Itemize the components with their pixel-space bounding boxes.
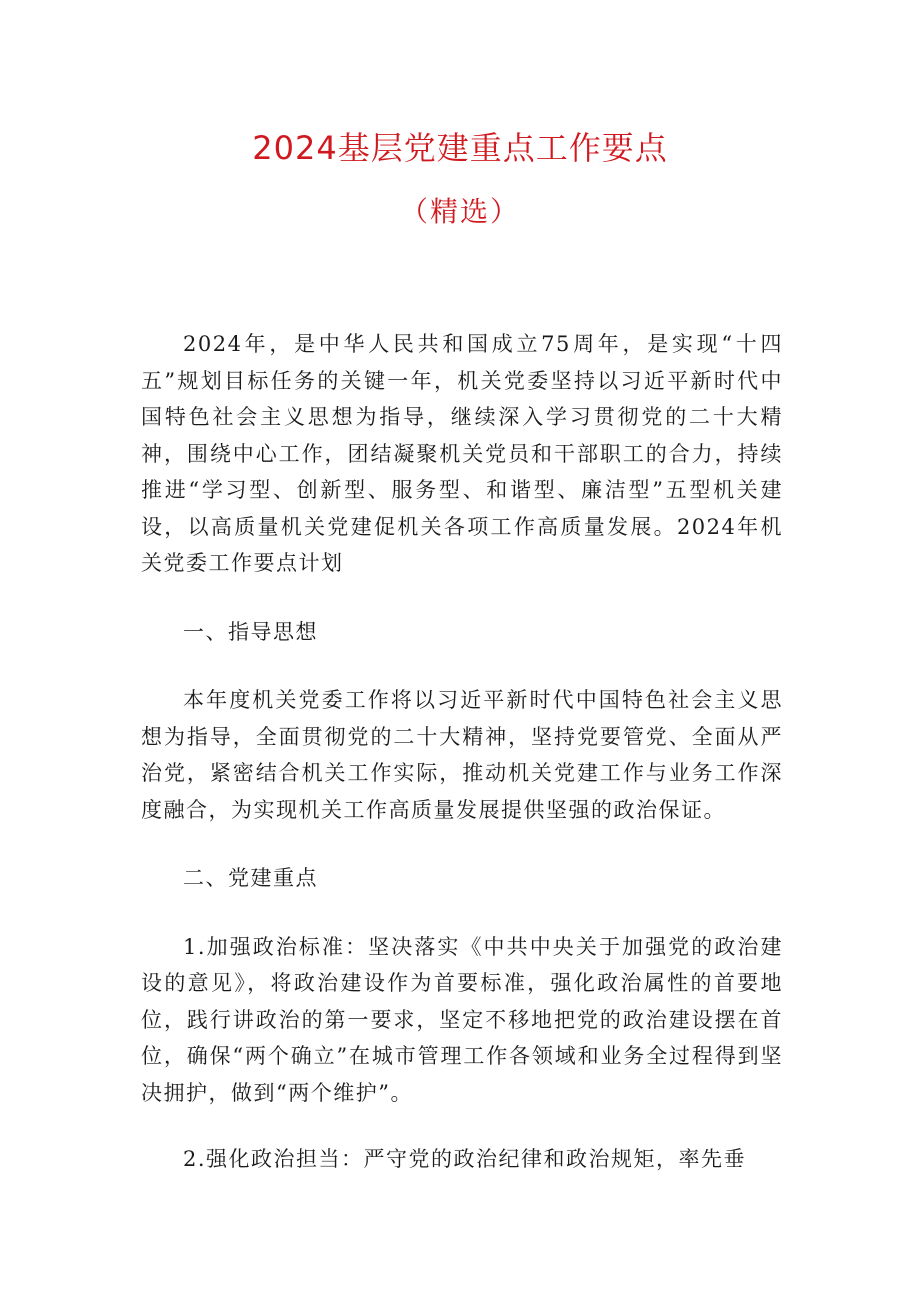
document-title: 2024基层党建重点工作要点 [252, 129, 668, 167]
focus-item-1-paragraph: 1.加强政治标准：坚决落实《中共中央关于加强党的政治建设的意见》，将政治建设作为首要标准，强化政治属性的首要地位，践行讲政治的第一要求，坚定不移地把党的政治建设摆在首位，确保“两个确立”在城市管理工作各领域和业务全过程得到坚决拥护，做到“两个维护”。 [141, 934, 783, 1105]
intro-paragraph: 2024年，是中华人民共和国成立75周年，是实现“十四五”规划目标任务的关键一年，机关党委坚持以习近平新时代中国特色社会主义思想为指导，继续深入学习贯彻党的二十大精神，围绕中心工作，团结凝聚机关党员和干部职工的合力，持续推进“学习型、创新型、服务型、和谐型、廉洁型”五型机关建设，以高质量机关党建促机关各项工作高质量发展。2024年机关党委工作要点计划 [141, 332, 783, 575]
document-subtitle: （精选） [399, 195, 520, 228]
section-heading-party-building-focus: 二、党建重点 [183, 866, 318, 890]
focus-item-2-paragraph: 2.强化政治担当：严守党的政治纪律和政治规矩，率先垂 [183, 1147, 747, 1171]
section-heading-guiding-ideology: 一、指导思想 [183, 619, 318, 644]
document-body [141, 326, 783, 1178]
guiding-ideology-paragraph: 本年度机关党委工作将以习近平新时代中国特色社会主义思想为指导，全面贯彻党的二十大精神，坚持党要管党、全面从严治党，紧密结合机关工作实际，推动机关党建工作与业务工作深度融合，为实现机关工作高质量发展提供坚强的政治保证。 [141, 688, 783, 822]
